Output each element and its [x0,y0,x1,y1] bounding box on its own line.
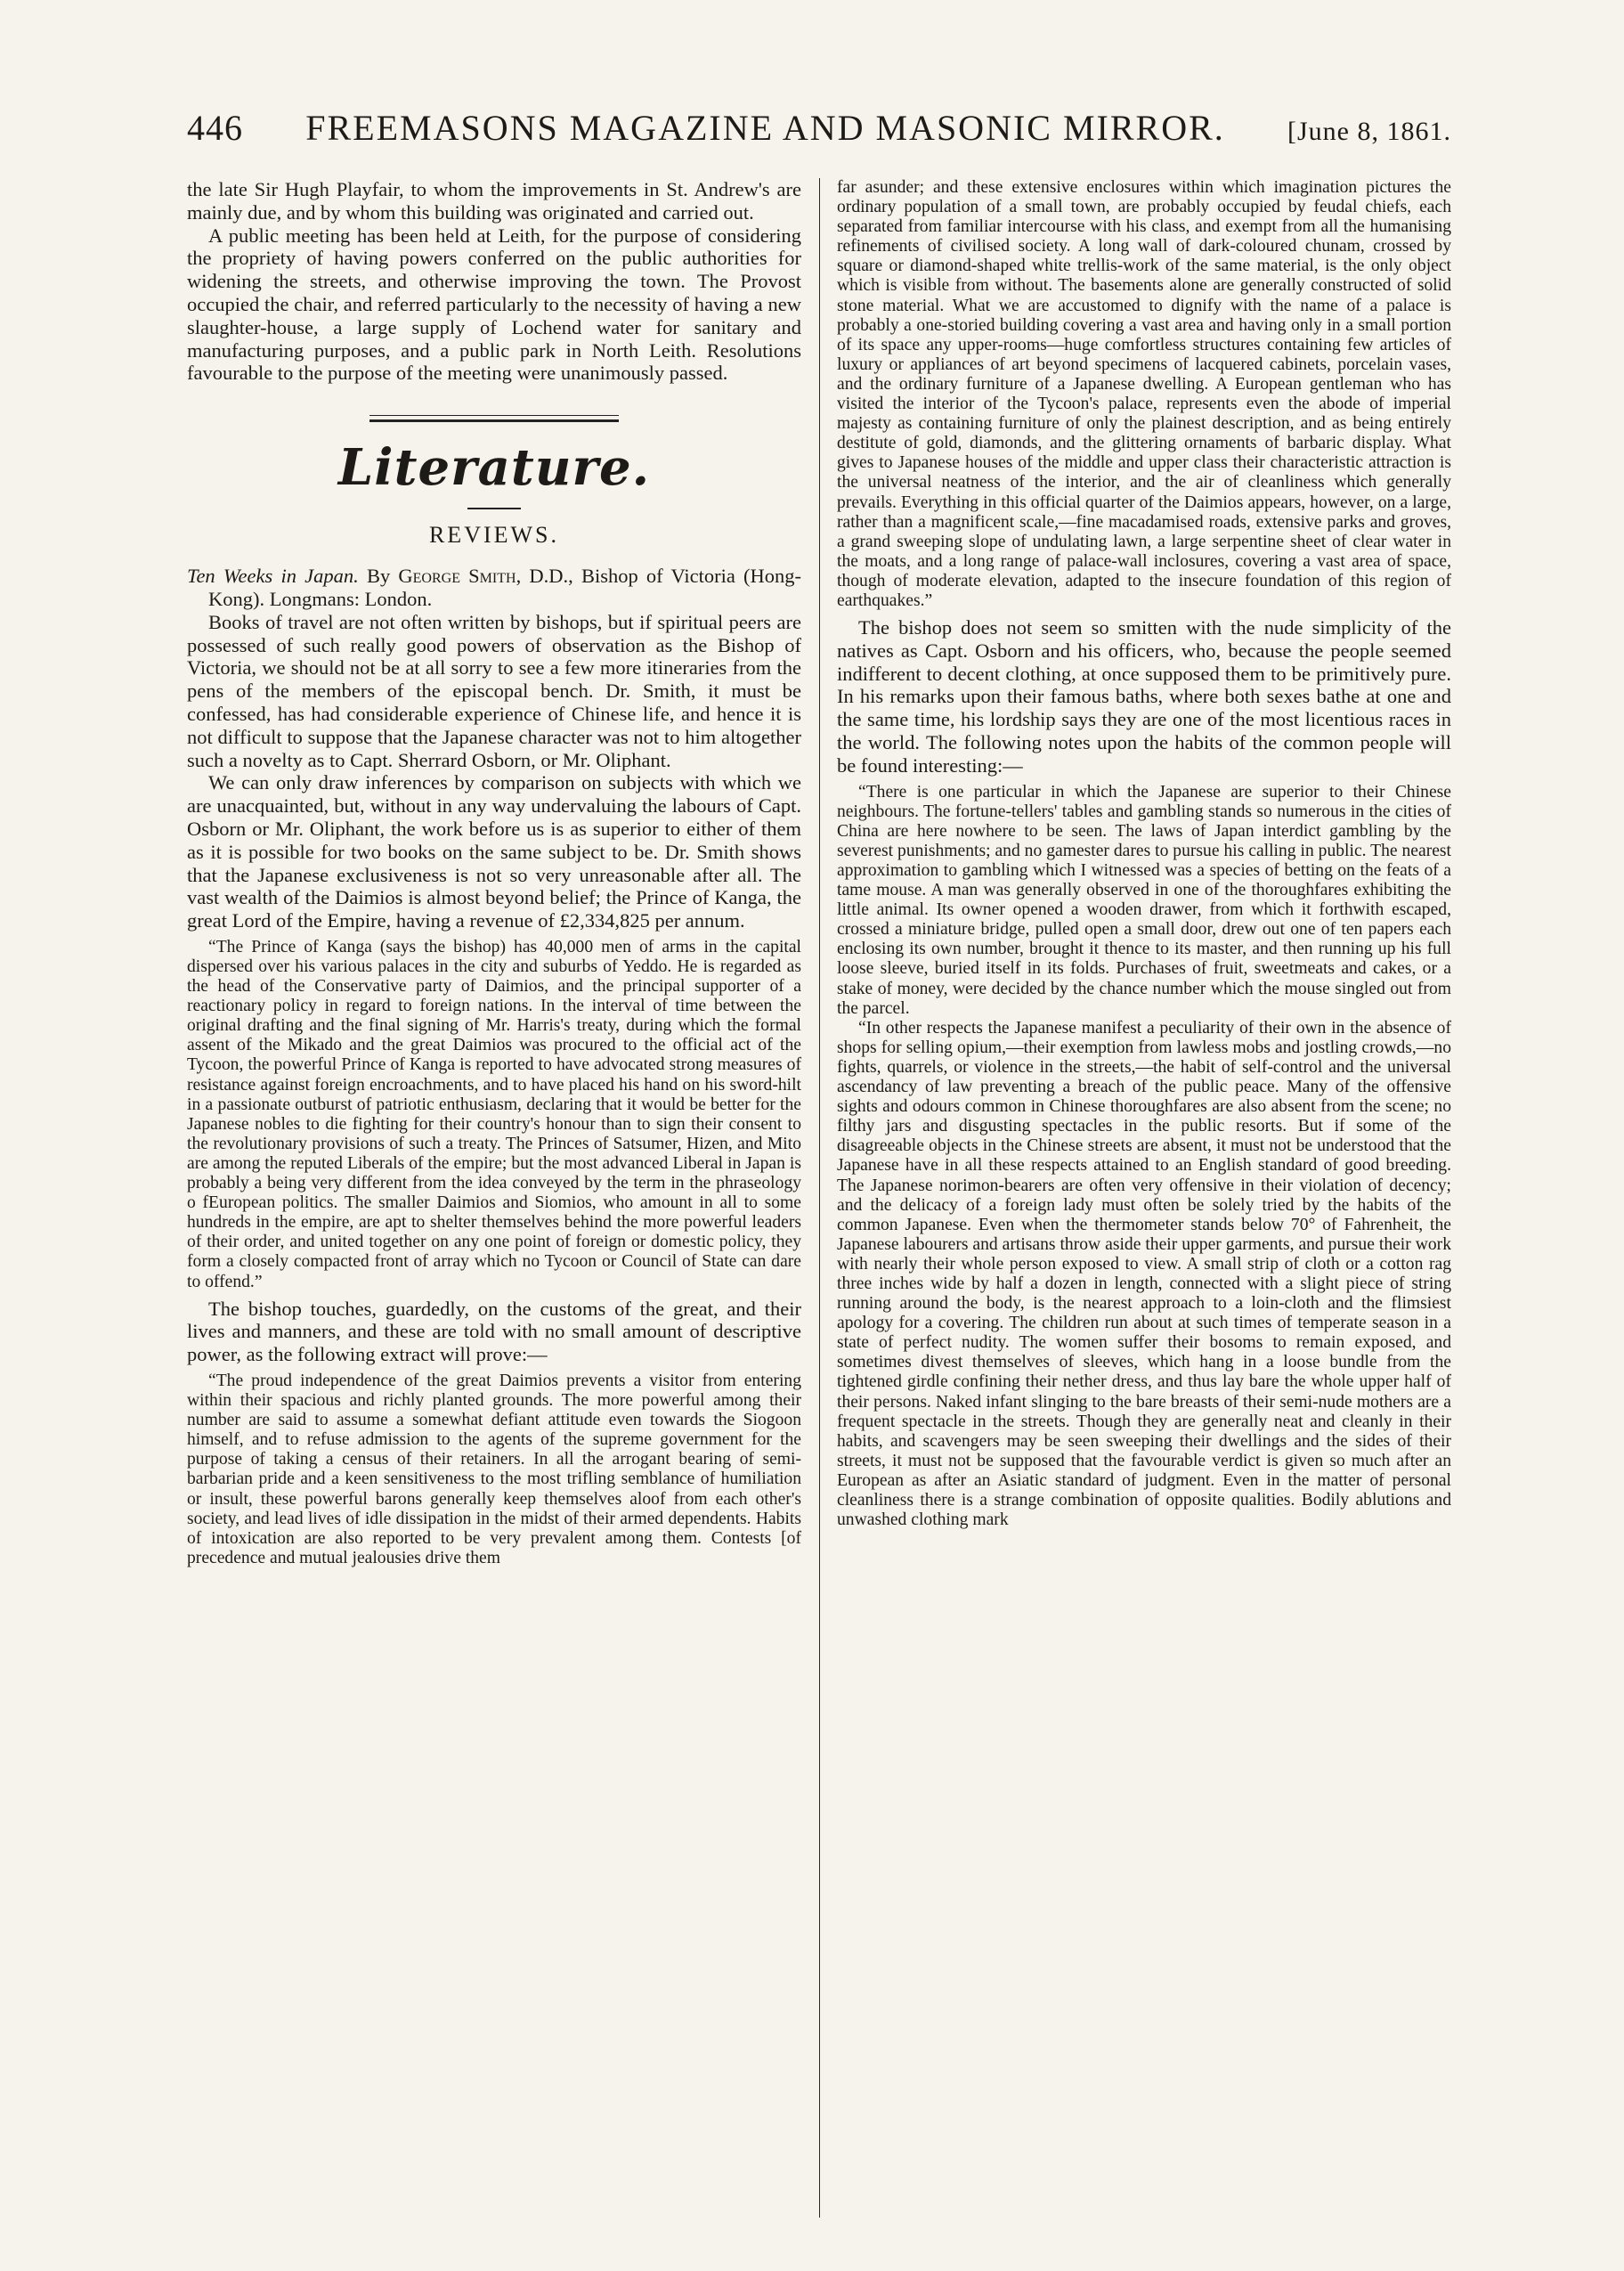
column-rule [819,178,820,2218]
quote-far-asunder: far asunder; and these extensive enclosures within which imagination pictures the ordinary population of a small town, are probably occupied by feudal chiefs, each separated from familiar intercourse with his class, and exempt from all the humanising refinements of civilised society. A long wall of dark-coloured chunam, crossed by square or diamond-shaped white trellis-work of the same material, is the only object which is visible from without. The basements alone are generally constructed of solid stone material. What we are accustomed to dignify with the name of a palace is probably a one-storied building covering a vast area and having only in a small portion of its space any upper-rooms—huge comfortless structures containing few articles of luxury or appliances of art beyond specimens of lacquered cabinets, porcelain vases, and the ordinary furniture of a Japanese dwelling. A European gentleman who has visited the interior of the Tycoon's palace, represents even the abode of imperial majesty as containing furniture of only the plainest description, and as being entirely destitute of gold, diamonds, and the glittering ornaments of barbaric display. What gives to Japanese houses of the middle and upper class their characteristic attraction is the universal neatness of the interior, and the air of cleanliness which generally prevails. Everything in this official quarter of the Daimios appears, however, on a large, rather than a magnificent scale,—fine macadamised roads, extensive parks and groves, a grand sweeping slope of undulating lawn, a large serpentine sheet of clear water in the moats, and a long range of palace-wall inclosures, covering a vast area of space, though of moderate elevation, adapted to the insecure foundation of this region of earthquakes.” [837,178,1451,610]
running-header [187,107,1451,160]
paragraph-inferences: We can only draw inferences by comparison on subjects with which we are unacquainted, but, without in any way undervaluing the labours of Capt. Osborn or Mr. Oliphant, the work before us is as superior to either of them as it is possible for two books on the same subject to be. Dr. Smith shows that the Japanese exclusiveness is not so very unreasonable after all. The vast wealth of the Daimios is almost beyond belief; the Prince of Kanga, the great Lord of the Empire, having a revenue of £2,334,825 per annum. [187,771,801,932]
section-divider [369,415,619,422]
quote-other-respects: “In other respects the Japanese manifest a peculiarity of their own in the absence of shops for selling opium,—their exemption from lawless mobs and jostling crowds,—no fights, quarrels, or violence in the streets,—the habit of self-control and the universal ascendancy of law preventing a breach of the public peace. Many of the offensive sights and odours common in Chinese thoroughfares are also absent from the scene; no filthy jars and disgusting spectacles in the public resorts. But if some of the disagreeable objects in the Chinese streets are absent, it must not be understood that the Japanese have in all these respects attained to an English standard of good breeding. The Japanese norimon-bearers are often very offensive in their violation of decency; and the delicacy of a foreign lady must often be solely tried by the habits of the common Japanese. Even when the thermometer stands below 70° of Fahrenheit, the Japanese labourers and artisans throw aside their upper garments, and pursue their work with nearly their whole person exposed to view. A small strip of cloth or a cotton rag three inches wide by half a dozen in length, connected with a slight piece of string running around the body, is the nearest approach to a loin-cloth and the flimsiest apology for a covering. The children run about at such times of temperate season in a state of perfect nudity. The women suffer their bosoms to remain exposed, and sometimes divest themselves of sleeves, which hang in a loose bundle from the tightened girdle confining their nether dress, and thus lay bare the whole upper half of their persons. Naked infant slinging to the bare breasts of their semi-nude mothers are a frequent spectacle in the streets. Though they are generally neat and cleanly in their habits, and scavengers may be seen sweeping their dwellings and the sides of their streets, it must not be supposed that the favourable verdict is given so much after an European as after an Asiatic standard of judgment. Even in the matter of personal cleanliness there is a strange combination of opposite qualities. Bodily ablutions and unwashed clothing mark [837,1018,1451,1530]
paragraph-books-of-travel: Books of travel are not often written by bishops, but if spiritual peers are possessed of such really good powers of observation as the Bishop of Victoria, we should not be at all sorry to see a few more itineraries from the pens of the members of the episcopal bench. Dr. Smith, it must be confessed, has had considerable experience of Chinese life, and hence it is not difficult to suppose that the Japanese character was not to him altogether such a novelty as to Capt. Sherrard Osborn, or Mr. Oliphant. [187,610,801,771]
section-heading-literature: Literature. [337,438,651,498]
magazine-title: FREEMASONS MAGAZINE AND MASONIC MIRROR. [305,108,1225,148]
page-number: 446 [187,108,243,148]
book-by: By [358,565,399,588]
paragraph-playfair: the late Sir Hugh Playfair, to whom the improvements in St. Andrew's are mainly due, and by whom this building was originated and carried out. [187,178,801,224]
book-author: George Smith [398,565,516,588]
issue-date: [June 8, 1861. [1287,117,1451,146]
heading-rule [467,508,521,509]
book-publisher: , D.D., Bishop of Victoria (Hong-Kong). Longmans: London. [208,565,801,610]
quote-proud-independence: “The proud independence of the great Daimios prevents a visitor from entering within their spacious and richly planted grounds. The more powerful among their number are said to assume a somewhat defiant attitude even towards the Siogoon himself, and to refuse admission to the agents of the supreme government for the purpose of taking a census of their retainers. In all the arrogant bearing of semi-barbarian pride and a keen sensitiveness to the most trifling semblance of humiliation or insult, these powerful barons generally keep themselves aloof from each other's society, and lead lives of idle dissipation in the midst of their armed dependents. Habits of intoxication are also reported to be very prevalent among them. Contests [of precedence and mutual jealousies drive them [187,1372,801,1567]
book-title: Ten Weeks in Japan. [187,565,359,588]
paragraph-bishop-touches: The bishop touches, guardedly, on the customs of the great, and their lives and manners, and these are told with no small amount of descriptive power, as the following extract will prove:— [187,1297,801,1366]
book-citation [187,565,801,611]
right-column [824,178,1451,2218]
sub-heading-reviews: REVIEWS. [428,522,560,549]
quote-japanese-superior: “There is one particular in which the Japanese are superior to their Chinese neighbours. The fortune-tellers' tables and gambling stands so numerous in the cities of China are here nowhere to be seen. The laws of Japan interdict gambling by the severest punishments; and no gamester dares to pursue his calling in public. The nearest approximation to gambling which I witnessed was a species of betting on the feats of a tame mouse. A man was generally observed in one of the thoroughfares exhibiting the little animal. Its owner opened a wooden drawer, from which it forthwith escaped, crossed a miniature bridge, pulled open a small door, drew out one of ten papers each enclosing its own number, brought it thence to its master, and then running up his full loose sleeve, buried itself in its folds. Purchases of fruit, sweetmeats and cakes, or a stake of money, were decided by the chance number which the mouse singled out from the parcel. [837,782,1451,1018]
left-column [187,178,814,2218]
two-column-body [187,178,1451,2218]
paragraph-nude-simplicity: The bishop does not seem so smitten with the nude simplicity of the natives as Capt. Osborn and his officers, who, because the people seemed indifferent to decent clothing, at once supposed them to be primitively pure. In his remarks upon their famous baths, where both sexes bathe at one and the same time, his lordship says they are one of the most licentious races in the world. The following notes upon the habits of the common people will be found interesting:— [837,616,1451,777]
quote-prince-of-kanga: “The Prince of Kanga (says the bishop) has 40,000 men of arms in the capital dispersed over his various palaces in the city and suburbs of Yeddo. He is regarded as the head of the Conservative party of Daimios, and the principal supporter of a reactionary policy in regard to foreign nations. In the interval of time between the original drafting and the final signing of Mr. Harris's treaty, during which the formal assent of the Mikado and the great Daimios was procured to the official act of the Tycoon, the powerful Prince of Kanga is reported to have advocated strong measures of resistance against foreign encroachments, and to have placed his hand on his sword-hilt in a passionate outburst of patriotic enthusiasm, declaring that it would be better for the Japanese nobles to die fighting for their country's honour than to sign their consent to the revolutionary provisions of such a treaty. The Princes of Satsumer, Hizen, and Mito are among the reputed Liberals of the empire; but the most advanced Liberal in Japan is probably a being very different from the idea conveyed by the term in the phraseology o fEuropean politics. The smaller Daimios and Siomios, who amount in all to some hundreds in the empire, are apt to shelter themselves behind the more powerful leaders of their order, and united together on any one point of foreign or domestic policy, they form a closely compacted front of array which no Tycoon or Council of State can dare to offend.” [187,937,801,1291]
paragraph-leith-meeting: A public meeting has been held at Leith, for the purpose of considering the propriety of having powers conferred on the public authorities for widening the streets, and otherwise improving the town. The Provost occupied the chair, and referred particularly to the necessity of having a new slaughter-house, a large supply of Lochend water for sanitary and manufacturing purposes, and a public park in North Leith. Resolutions favourable to the purpose of the meeting were unanimously passed. [187,224,801,385]
